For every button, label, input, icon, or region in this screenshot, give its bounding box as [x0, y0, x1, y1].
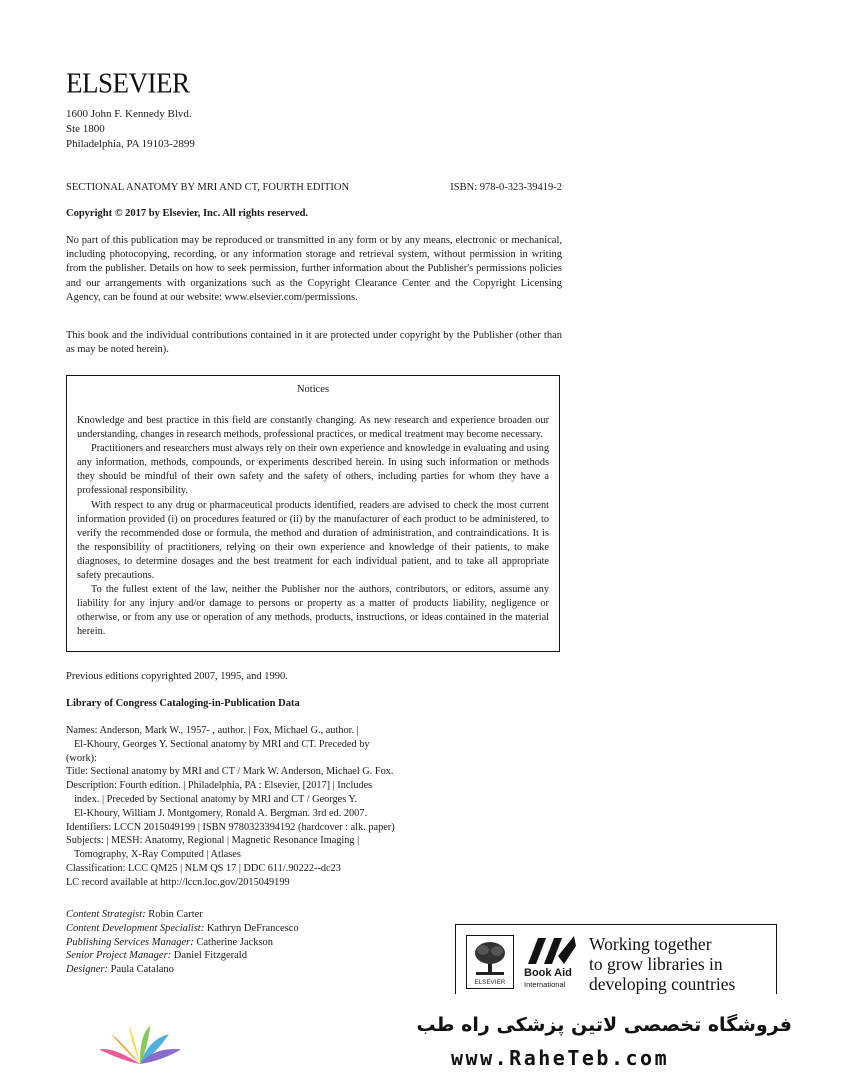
- protection-paragraph: This book and the individual contributions contained in it are protected under copyright by the Publisher (other than as may be noted herein).: [66, 330, 562, 356]
- credit-role: Senior Project Manager:: [66, 950, 172, 962]
- credit-name: Catherine Jackson: [196, 936, 274, 948]
- book-aid-subname: International: [524, 980, 566, 989]
- credit-role: Content Strategist:: [66, 909, 146, 920]
- credit-name: Paula Catalano: [110, 964, 174, 976]
- notice-paragraph: Practitioners and researchers must always rely on their own experience and knowledge in evaluating and using any information, methods, compounds, or experiments described herein. In using such information or methods they should be mindful of their own safety and the safety of others, including parties for whom they have a professional responsibility.: [77, 443, 549, 497]
- notice-paragraph: With respect to any drug or pharmaceutical products identified, readers are advised to check the most current information provided (i) on procedures featured or (ii) by the manufacturer of each product to be administered, to verify the recommended dose or formula, the method and duration of administration, and contraindications. It is the responsibility of practitioners, relying on their own experience and knowledge of their patients, to make diagnoses, to determine dosages and the best treatment for each individual patient, and to take all appropriate safety precautions.: [77, 499, 549, 582]
- cip-line: Subjects: | MESH: Anatomy, Regional | Magnetic Resonance Imaging |: [66, 835, 360, 847]
- notice-paragraph: Knowledge and best practice in this field are constantly changing. As new research and experience broaden our understanding, changes in research methods, professional practices, or medical treatment may become necessary.: [77, 415, 549, 441]
- book-aid-banner: [455, 924, 777, 996]
- book-title: SECTIONAL ANATOMY BY MRI AND CT, FOURTH EDITION: [66, 182, 350, 193]
- credit-role: Content Development Specialist:: [66, 922, 205, 934]
- credit-line: [66, 963, 299, 977]
- cip-title: Library of Congress Cataloging-in-Publication Data: [66, 698, 300, 709]
- credits-block: [66, 908, 299, 977]
- credit-line: [66, 936, 299, 950]
- credit-line: [66, 908, 299, 922]
- notices-box: [66, 375, 560, 652]
- isbn: ISBN: 978-0-323-39419-2: [450, 182, 562, 193]
- copyright-line: Copyright © 2017 by Elsevier, Inc. All rights reserved.: [66, 208, 309, 219]
- notices-body: [77, 414, 549, 640]
- notice-paragraph: To the fullest extent of the law, neither the Publisher nor the authors, contributors, or editors, assume any liability for any injury and/or damage to persons or property as a matter of products liability, negligence or otherwise, or from any use or operation of any methods, products, instructions, or ideas contained in the material herein.: [77, 584, 549, 638]
- address-line: Philadelphia, PA 19103-2899: [66, 138, 195, 150]
- cip-line: Identifiers: LCCN 2015049199 | ISBN 9780323394192 (hardcover : alk. paper): [66, 821, 395, 833]
- elsevier-tree-logo: [466, 935, 514, 989]
- cip-line: El-Khoury, William J. Montgomery, Ronald A. Bergman. 3rd ed. 2007.: [74, 807, 368, 819]
- address-line: 1600 John F. Kennedy Blvd.: [66, 108, 192, 120]
- book-aid-slogan: [589, 934, 735, 994]
- slogan-line: Working together: [589, 934, 712, 954]
- open-book-fan-icon: [78, 1010, 202, 1066]
- cip-block: [66, 724, 416, 890]
- elsevier-small-text: ELSEVIER: [474, 980, 506, 986]
- slogan-line: to grow libraries in: [589, 954, 723, 974]
- cip-line: Classification: LCC QM25 | NLM QS 17 | DDC 611/.90222--dc23: [66, 862, 341, 874]
- cip-line: Description: Fourth edition. | Philadelphia, PA : Elsevier, [2017] | Includes: [66, 780, 373, 792]
- cip-line: (work):: [66, 752, 97, 764]
- cip-line: index. | Preceded by Sectional anatomy by MRI and CT / Georges Y.: [74, 793, 358, 805]
- raheteb-footer: [0, 994, 844, 1080]
- tree-icon: [470, 938, 510, 978]
- fan-page: [99, 1049, 140, 1064]
- cip-line: Names: Anderson, Mark W., 1957- , author. | Fox, Michael G., author. |: [66, 725, 359, 736]
- cip-line: Title: Sectional anatomy by MRI and CT / Mark W. Anderson, Michael G. Fox.: [66, 766, 394, 778]
- address-line: Ste 1800: [66, 123, 105, 135]
- credit-name: Robin Carter: [148, 909, 203, 920]
- credit-role: Designer:: [66, 964, 108, 976]
- title-isbn-row: [66, 182, 562, 193]
- store-url: www.RaheTeb.com: [451, 1046, 670, 1070]
- cip-line: LC record available at http://lccn.loc.gov/2015049199: [66, 876, 290, 888]
- publisher-address: [66, 107, 195, 152]
- book-aid-logo: [524, 934, 580, 992]
- credit-line: [66, 922, 299, 936]
- cip-line: El-Khoury, Georges Y. Sectional anatomy by MRI and CT. Preceded by: [74, 738, 370, 750]
- cip-line: Tomography, X-Ray Computed | Atlases: [74, 849, 241, 861]
- book-aid-name: Book Aid: [524, 967, 572, 979]
- credit-line: [66, 949, 299, 963]
- elsevier-logo: ELSEVIER: [66, 67, 190, 99]
- slogan-line: developing countries: [589, 974, 736, 994]
- previous-editions: Previous editions copyrighted 2007, 1995, and 1990.: [66, 671, 288, 682]
- book-aid-icon: [524, 934, 580, 968]
- store-name: فروشگاه تخصصی لاتین پزشکی راه طب: [416, 1014, 792, 1036]
- credit-role: Publishing Services Manager:: [66, 936, 194, 948]
- credit-name: Daniel Fitzgerald: [173, 950, 247, 962]
- permissions-paragraph: No part of this publication may be reproduced or transmitted in any form or by any means, electronic or mechanical, including photocopying, recording, or any information storage and retrieval system, without permission in writing from the publisher. Details on how to seek permission, further information about the Publisher's permissions policies and our arrangements with organizations such as the Copyright Clearance Center and the Copyright Licensing Agency, can be found at our website: www.elsevier.com/permissions.: [66, 235, 562, 303]
- notices-title: Notices: [296, 384, 330, 395]
- credit-name: Kathryn DeFrancesco: [206, 922, 299, 934]
